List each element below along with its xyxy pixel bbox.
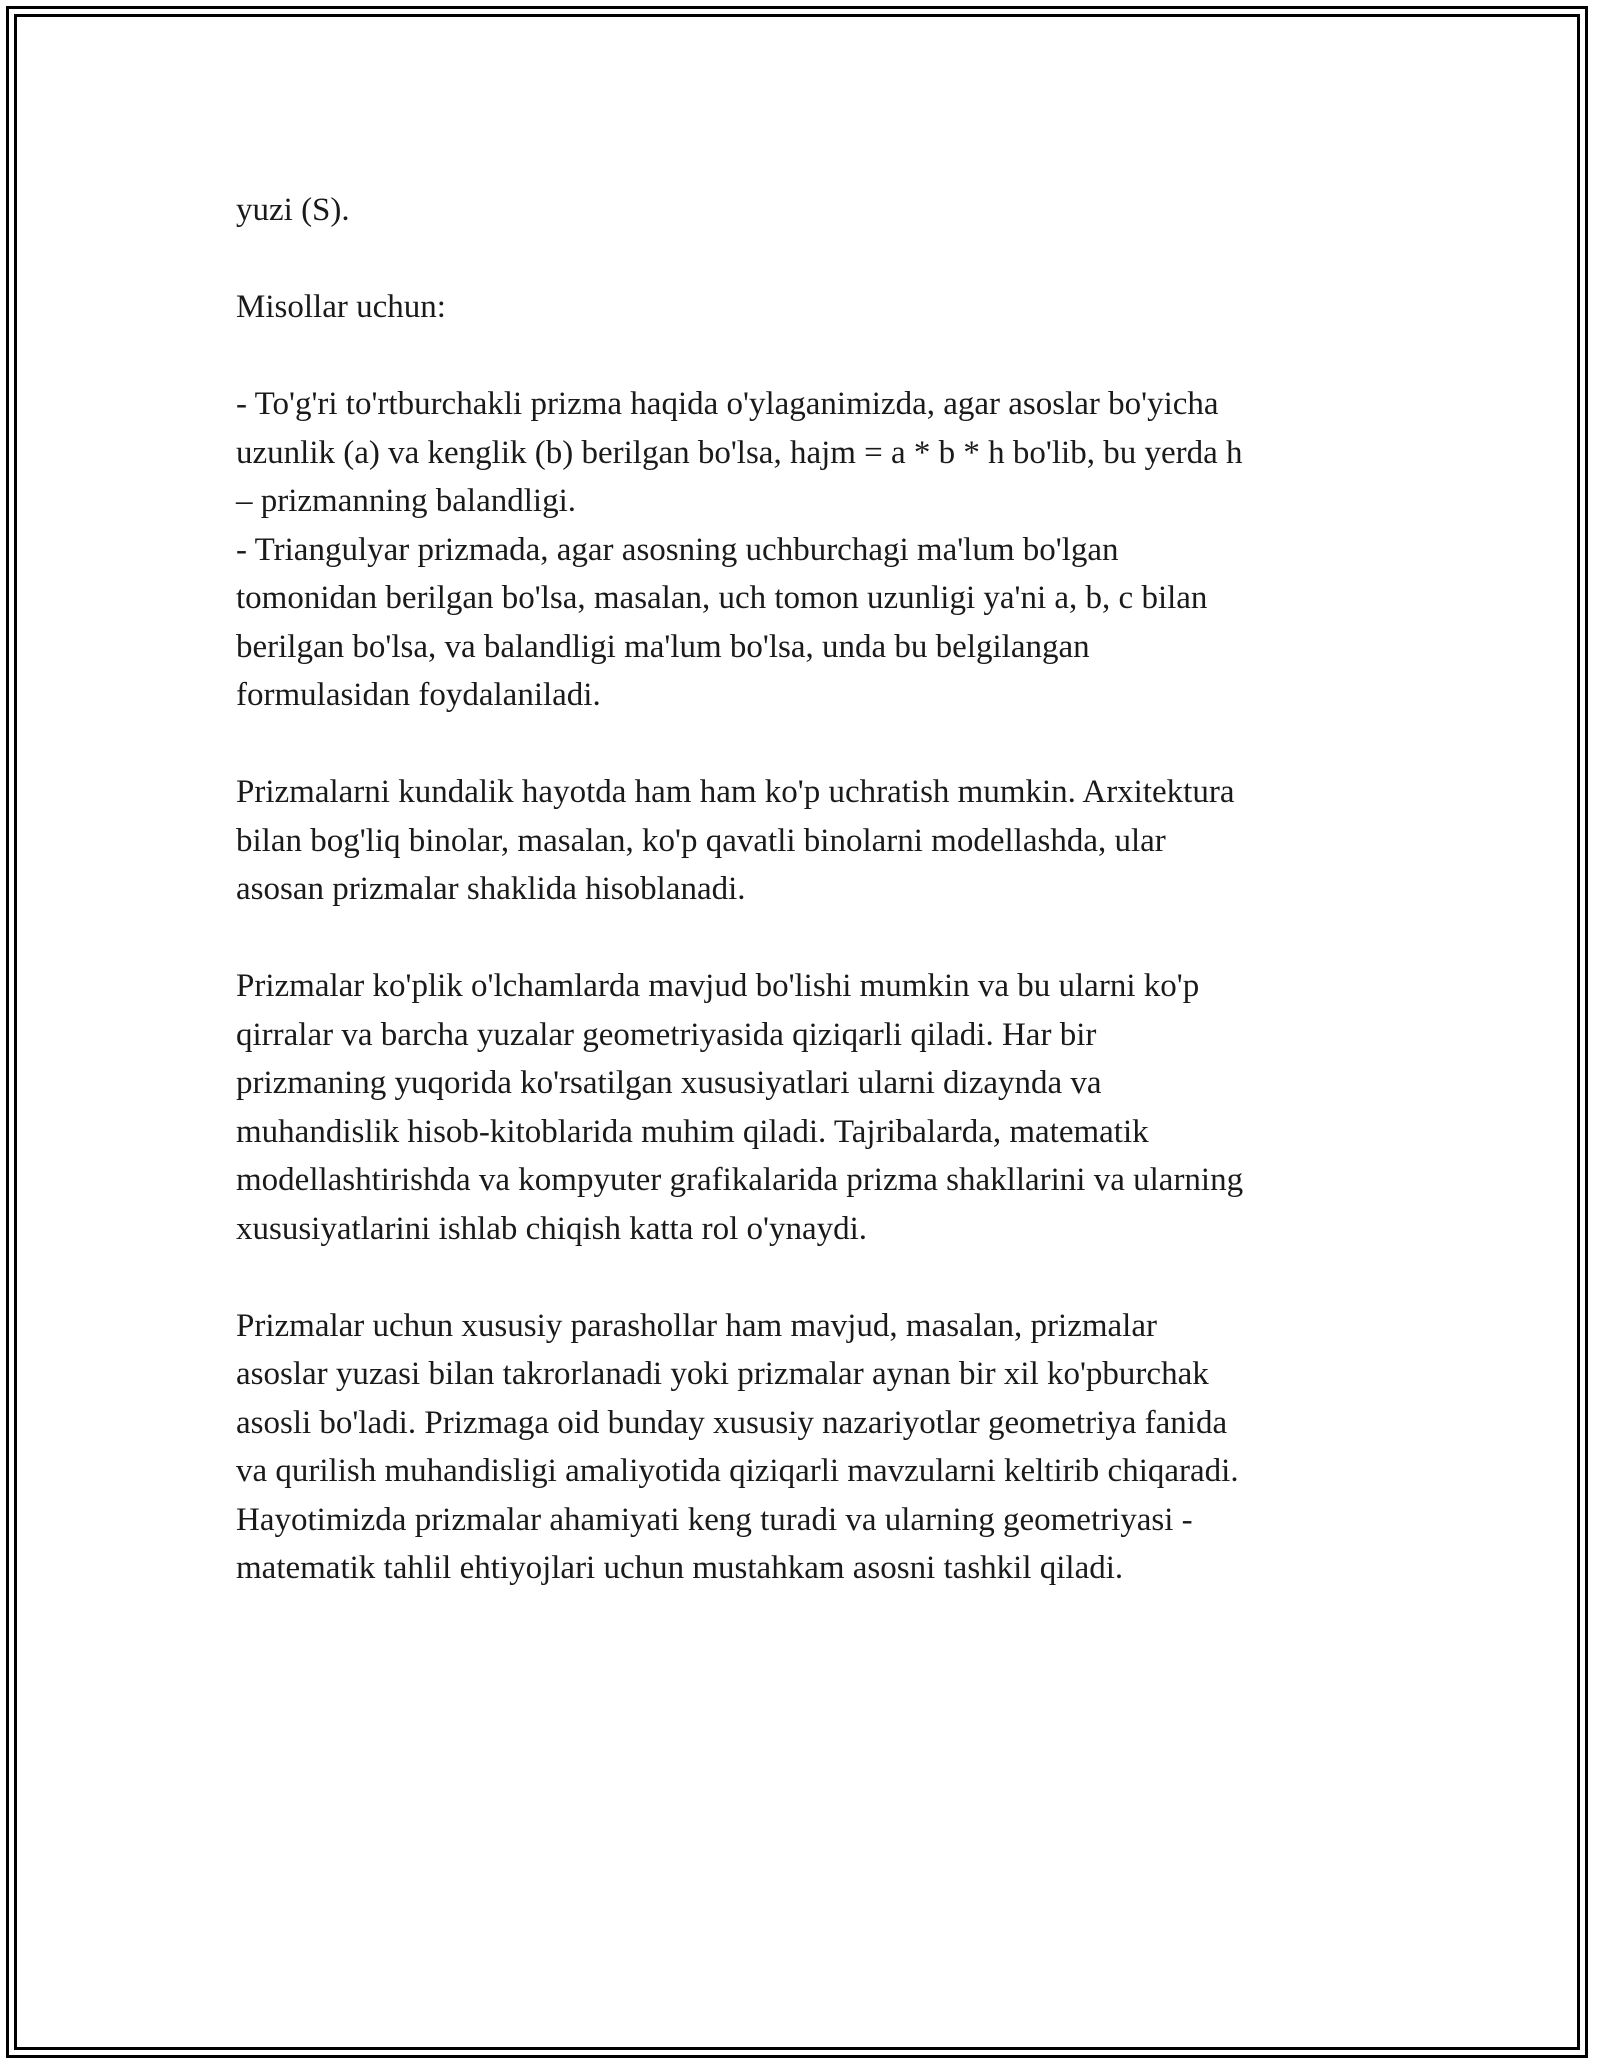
list-item-rectangular-prism: - To'g'ri to'rtburchakli prizma haqida o'ylaganimizda, agar asoslar bo'yicha [236, 386, 1219, 422]
document-body [236, 186, 1376, 1641]
text-line: Prizmalar ko'plik o'lchamlarda mavjud bo'lishi mumkin va bu ularni ko'p [236, 968, 1200, 1004]
text-line: xususiyatlarini ishlab chiqish katta rol o'ynaydi. [236, 1210, 868, 1247]
text-line: asosli bo'ladi. Prizmaga oid bunday xususiy nazariyotlar geometriya fanida [236, 1404, 1228, 1441]
paragraph-special-cases [236, 1302, 1376, 1593]
paragraph-dimensions [236, 962, 1376, 1253]
text-line: Prizmalarni kundalik hayotda ham ham ko'p uchratish mumkin. Arxitektura [236, 774, 1235, 810]
text-line: asosan prizmalar shaklida hisoblanadi. [236, 871, 746, 907]
text-line: matematik tahlil ehtiyojlari uchun mustahkam asosni tashkil qiladi. [236, 1550, 1124, 1586]
text-line: Prizmalar uchun xususiy parashollar ham mavjud, masalan, prizmalar [236, 1307, 1157, 1344]
text-line: modellashtirishda va kompyuter grafikalarida prizma shakllarini va ularning [236, 1162, 1244, 1198]
text-line: bilan bog'liq binolar, masalan, ko'p qavatli binolarni modellashda, ular [236, 822, 1166, 859]
text-line: uzunlik (a) va kenglik (b) berilgan bo'lsa, hajm = a * b * h bo'lib, bu yerda h [236, 434, 1243, 471]
text-line: berilgan bo'lsa, va balandligi ma'lum bo'lsa, unda bu belgilangan [236, 628, 1090, 665]
paragraph-examples-heading [236, 283, 1376, 332]
text-line: muhandislik hisob-kitoblarida muhim qiladi. Tajribalarda, matematik [236, 1113, 1149, 1150]
text-line: prizmaning yuqorida ko'rsatilgan xususiyatlari ularni dizaynda va [236, 1065, 1102, 1101]
text-line: va qurilish muhandisligi amaliyotida qiziqarli mavzularni keltirib chiqaradi. [236, 1453, 1239, 1489]
text-line: yuzi (S). [236, 192, 350, 228]
text-line: asoslar yuzasi bilan takrorlanadi yoki prizmalar aynan bir xil ko'pburchak [236, 1356, 1209, 1392]
text-line: Hayotimizda prizmalar ahamiyati keng turadi va ularning geometriyasi - [236, 1501, 1193, 1538]
text-line: formulasidan foydalaniladi. [236, 677, 601, 713]
paragraph-everyday-life [236, 768, 1376, 914]
paragraph-examples-list [236, 380, 1376, 720]
text-line: qirralar va barcha yuzalar geometriyasida qiziqarli qiladi. Har bir [236, 1016, 1097, 1053]
text-line: tomonidan berilgan bo'lsa, masalan, uch tomon uzunligi ya'ni a, b, c bilan [236, 580, 1208, 616]
list-item-triangular-prism: - Triangulyar prizmada, agar asosning uchburchagi ma'lum bo'lgan [236, 531, 1119, 568]
text-line: Misollar uchun: [236, 289, 446, 325]
text-line: – prizmanning balandligi. [236, 483, 577, 519]
paragraph-continuation [236, 186, 1376, 235]
